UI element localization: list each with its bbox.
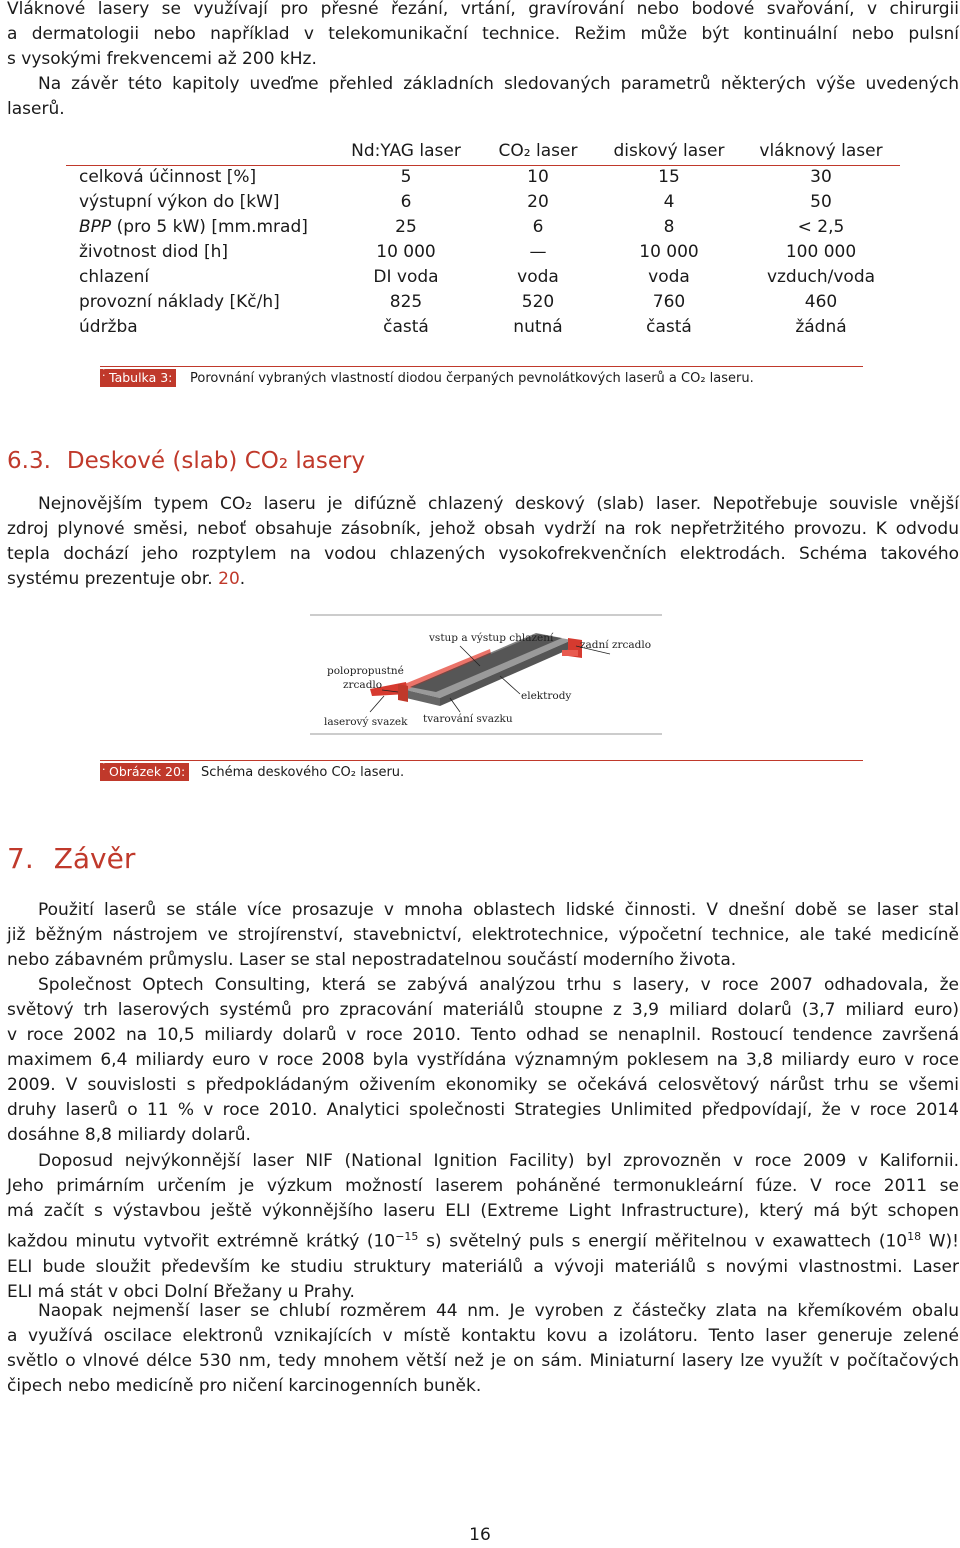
summary-paragraph	[7, 72, 959, 122]
caption-dots-icon: ⁚	[102, 760, 106, 773]
figure-ref-link[interactable]: 20	[218, 569, 240, 589]
text-line: a dermatologii nebo například v telekomunikační technice. Režim může být kontinuální nebo pulsní	[7, 24, 959, 44]
table-cell: 520	[521, 292, 555, 312]
table-cell: častá	[383, 317, 429, 337]
table-cell: —	[529, 242, 547, 262]
chapter-heading	[7, 842, 135, 875]
table-caption-text: Porovnání vybraných vlastností diodou čerpaných pevnolátkových laserů a CO₂ laseru.	[190, 371, 754, 386]
table-cell: žádná	[795, 317, 847, 337]
conclusion-paragraph-4	[7, 1299, 959, 1399]
text-line: Použití laserů se stále více prosazuje v mnoha oblastech lidské činnosti. V dnešní době se laser stal	[38, 900, 959, 920]
text-line: Doposud nejvýkonnější laser NIF (National Ignition Facility) byl zprovozněn v roce 2009 v Kalifornii.	[38, 1151, 959, 1171]
text-line: Jeho primárním určením je výzkum možností laserem poháněné termonukleární fúze. V roce 2011 se	[7, 1176, 959, 1196]
text-line: ELI bude sloužit především ke studiu struktury materiálů a vývoji materiálů s novými vlastnostmi. Laser	[7, 1256, 959, 1277]
caption-tag-text: Obrázek 20:	[109, 764, 186, 779]
text-line: ELI má stát v obci Dolní Břežany u Prahy.	[7, 1281, 355, 1302]
table-header-cell: diskový laser	[613, 141, 725, 161]
row-label: údržba	[79, 317, 138, 337]
row-label: výstupní výkon do [kW]	[79, 192, 280, 212]
conclusion-paragraph-3	[7, 1149, 959, 1305]
figure-label: elektrody	[521, 690, 572, 702]
section-heading	[7, 448, 365, 474]
table-cell: 30	[810, 167, 832, 187]
table-cell: 10 000	[639, 242, 699, 262]
table-row	[66, 242, 900, 267]
table-cell: vzduch/voda	[766, 267, 876, 287]
table-row	[66, 167, 900, 192]
text-line: čipech nebo medicíně pro ničení karcinogenních buněk.	[7, 1376, 482, 1396]
row-label	[79, 217, 308, 237]
text-line: Na závěr této kapitoly uveďme přehled základních sledovaných parametrů některých výše uvedených	[38, 74, 959, 94]
text-fragment: W)!	[921, 1231, 959, 1252]
figure-caption-text: Schéma deskového CO₂ laseru.	[201, 765, 405, 780]
table-cell: 25	[395, 217, 417, 237]
text-line: Společnost Optech Consulting, která se zabývá analýzou trhu s lasery, v roce 2007 odhadovala, že	[38, 975, 959, 995]
table-row	[66, 192, 900, 217]
table-cell: 10	[527, 167, 549, 187]
table-cell: 5	[400, 167, 412, 187]
caption-tag-text: Tabulka 3:	[109, 370, 173, 385]
chapter-title: Závěr	[53, 842, 136, 875]
chapter-number: 7.	[7, 842, 34, 875]
text-line	[7, 1224, 959, 1255]
table-cell: DI voda	[373, 267, 439, 287]
text-line	[7, 567, 959, 592]
table-cell: 20	[527, 192, 549, 212]
conclusion-paragraph-1	[7, 898, 959, 973]
table-cell: 100 000	[785, 242, 857, 262]
table-row	[66, 267, 900, 292]
table-cell: 825	[389, 292, 423, 312]
row-label: životnost diod [h]	[79, 242, 229, 262]
table-cell: < 2,5	[797, 217, 845, 237]
text-fragment: každou minutu vytvořit extrémně krátký (10	[7, 1231, 396, 1252]
figure-label: zrcadlo	[343, 679, 383, 691]
caption-dots-icon: ⁚	[102, 366, 106, 379]
row-label: provozní náklady [Kč/h]	[79, 292, 280, 312]
caption-rule	[100, 760, 863, 761]
intro-paragraph	[7, 0, 959, 72]
row-label: celková účinnost [%]	[79, 167, 257, 187]
figure-label: tvarování svazku	[423, 713, 513, 725]
text-line: světový trh laserových systémů pro zpracování materiálů stoupne z 3,9 miliard dolarů (3,7 miliard euro)	[7, 1000, 959, 1020]
table-row	[66, 292, 900, 317]
table-cell: 4	[663, 192, 675, 212]
figure-caption-tag	[100, 760, 189, 781]
table-cell: 6	[400, 192, 412, 212]
text-line: Nejnovějším typem CO₂ laseru je difúzně chlazený deskový (slab) laser. Nepotřebuje souvisle vnější	[38, 494, 959, 514]
figure-label: polopropustné	[327, 665, 404, 677]
table-cell: 50	[810, 192, 832, 212]
text-line: druhy laserů o 11 % v roce 2010. Analytici společnosti Strategies Unlimited předpovídají, že v roce 2014	[7, 1100, 959, 1120]
table-cell: voda	[648, 267, 690, 287]
figure-label: vstup a výstup chlazení	[429, 632, 554, 644]
section-number: 6.3.	[7, 448, 51, 474]
text-line: v roce 2002 na 10,5 miliardy dolarů v roce 2010. Tento odhad se nenaplnil. Rostoucí tendence završená	[7, 1025, 959, 1045]
text-line: tepla dochází jeho rozptylem na vodou chlazených vysokofrekvenčních elektrodách. Schéma takového	[7, 544, 959, 564]
text-line: dosáhne 8,8 miliardy dolarů.	[7, 1125, 251, 1145]
table-header-rule	[66, 165, 900, 166]
table-row	[66, 217, 900, 242]
text-line: Vláknové lasery se využívají pro přesné řezání, vrtání, gravírování nebo bodové svařování, v chirurgii	[7, 0, 959, 19]
text-line: a využívá oscilace elektronů vznikajících v místě kontaktu kovu a izolátoru. Tento laser generuje zelené	[7, 1326, 959, 1346]
row-label: chlazení	[79, 267, 150, 287]
row-label-rest: (pro 5 kW) [mm.mrad]	[111, 217, 308, 237]
table-cell: 460	[804, 292, 838, 312]
text-line: má začít s výstavbou ještě výkonnějšího laseru ELI (Extreme Light Infrastructure), který má být schopen	[7, 1201, 959, 1221]
caption-rule	[100, 366, 863, 367]
text-line: světlo o vlnové délce 530 nm, tedy mnohem větší než je on sám. Miniaturní lasery lze využít v počítačových	[7, 1351, 959, 1371]
text-line: maximem 6,4 miliardy euro v roce 2008 byla vystřídána významným poklesem na 3,8 miliardy euro v roce	[7, 1050, 959, 1070]
table-cell: 10 000	[376, 242, 436, 262]
text-line: s vysokými frekvencemi až 200 kHz.	[7, 49, 317, 69]
table-cell: 15	[658, 167, 680, 187]
table-cell: 760	[652, 292, 686, 312]
text-line: Naopak nejmenší laser se chlubí rozměrem 44 nm. Je vyroben z částečky zlata na křemíkovém obalu	[38, 1301, 959, 1321]
table-cell: voda	[517, 267, 559, 287]
table-cell: častá	[646, 317, 692, 337]
section-paragraph	[7, 492, 959, 592]
text-line: zdroj plynové směsi, neboť obsahuje zásobník, jehož obsah vydrží na rok nepřetržitého provozu. K odvodu	[7, 519, 959, 539]
exponent: 18	[907, 1230, 922, 1243]
text-fragment: .	[239, 569, 246, 589]
table-header-cell: Nd:YAG laser	[351, 141, 461, 161]
slab-laser-figure	[310, 612, 662, 738]
page-number: 16	[469, 1525, 491, 1545]
table-row	[66, 317, 900, 342]
table-caption-tag	[100, 366, 176, 387]
table-header-cell: CO₂ laser	[498, 141, 578, 161]
figure-label: laserový svazek	[324, 716, 408, 728]
table-cell: nutná	[513, 317, 563, 337]
table-cell: 8	[663, 217, 675, 237]
text-line: 2009. V souvislosti s předpokládaným oživením ekonomiky se očekává celosvětový nárůst trhu se všemi	[7, 1075, 959, 1095]
table-header-cell: vláknový laser	[759, 141, 883, 161]
text-line: již běžným nástrojem ve strojírenství, stavebnictví, elektrotechnice, výpočetní technice, ale také medicíně	[7, 925, 959, 945]
figure-label: zadní zrcadlo	[580, 639, 652, 651]
table-cell: 6	[532, 217, 544, 237]
text-fragment: s) světelný puls s energií měřitelnou v exawattech (10	[418, 1231, 908, 1252]
text-line: nebo zábavném průmyslu. Laser se stal nepostradatelnou součástí moderního života.	[7, 950, 737, 970]
table-header-row	[66, 138, 900, 166]
exponent: −15	[395, 1230, 419, 1243]
bpp-abbrev: BPP	[79, 217, 112, 237]
text-line: laserů.	[7, 99, 65, 119]
section-title: Deskové (slab) CO₂ lasery	[66, 448, 366, 474]
text-fragment: systému prezentuje obr.	[7, 569, 219, 589]
conclusion-paragraph-2	[7, 973, 959, 1148]
